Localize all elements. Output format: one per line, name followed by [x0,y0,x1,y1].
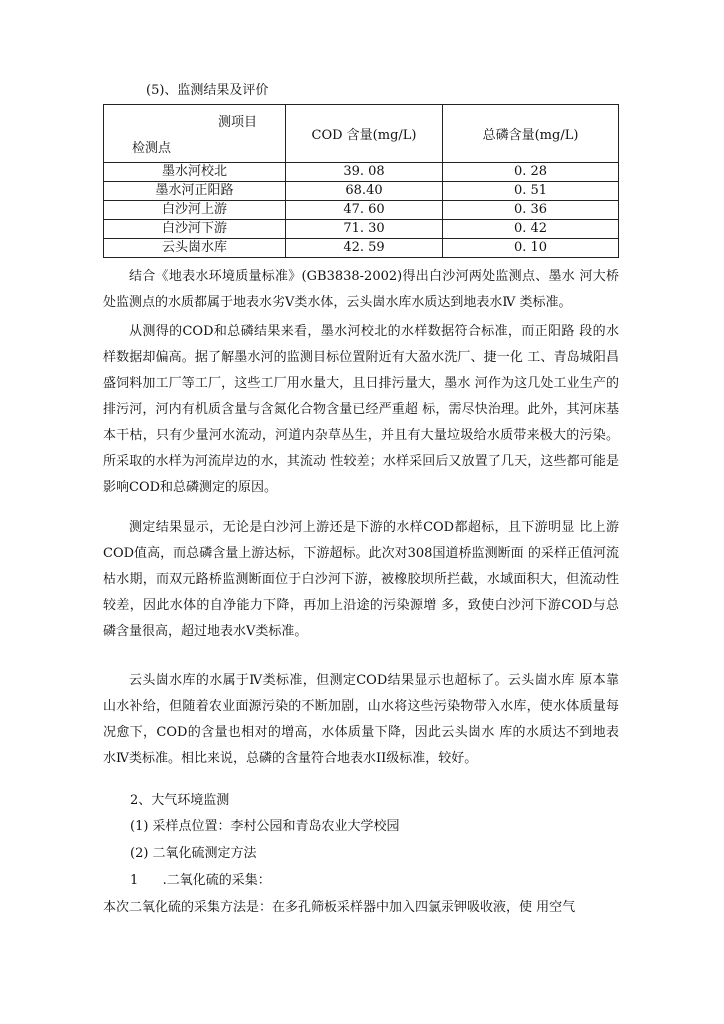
cell-point: 白沙河下游 [104,220,286,239]
table-row [104,239,619,258]
table-row [104,163,619,182]
table-row [104,182,619,201]
cell-cod: 68.40 [286,182,443,201]
header-tp: 总磷含量(mg/L) [443,105,619,163]
cell-point: 云头崮水库 [104,239,286,258]
cell-tp: 0. 28 [443,163,619,182]
cell-tp: 0. 51 [443,182,619,201]
cell-tp: 0. 36 [443,201,619,220]
paragraph-moshui: 从测得的COD和总磷结果来看，墨水河校北的水样数据符合标准，而正阳路 段的水样数据却偏高。据了解墨水河的监测目标位置附近有大盈水洗厂、捷一化 工、青岛城阳昌盛饲料加工厂等工厂，这些工厂用水量大，且日排污量大，墨水 河作为这几处工业生产的排污河，河内有机质含量与含氮化合物含量已经严重超 标，需尽快治理。此外，其河床基本干枯，只有少量河水流动，河道内杂草丛生，并且有大量垃圾给水质带来极大的污染。所采取的水样为河流岸边的水，其流动 性较差；水样采回后又放置了几天，这些都可能是影响COD和总磷测定的原因。 [103,324,619,495]
table-row [104,220,619,239]
results-table [103,104,619,258]
header-cod: COD 含量(mg/L) [286,105,443,163]
cell-tp: 0. 42 [443,220,619,239]
item-sampling-location: (1) 采样点位置：李村公园和青岛农业大学校园 [130,819,400,834]
item-so2-method: (2) 二氧化硫测定方法 [130,846,257,861]
paragraph-yuntou: 云头崮水库的水属于Ⅳ类标准，但测定COD结果显示也超标了。云头崮水库 原本靠山水补给，但随着农业面源污染的不断加剧，山水将这些污染物带入水库，使水体质量每况愈下，COD的含量也相对的增高，水体质量下降，因此云头崮水 库的水质达不到地表水Ⅳ类标准。相比来说，总磷的含量符合地表水II级标准，较好。 [103,673,619,766]
header-point-label: 检测点 [132,141,172,156]
last-line: 本次二氧化硫的采集方法是：在多孔筛板采样器中加入四氯汞钾吸收液，使 用空气 [103,900,576,915]
paragraph-baisha: 测定结果显示，无论是白沙河上游还是下游的水样COD都超标，且下游明显 比上游COD值高，而总磷含量上游达标，下游超标。此次对308国道桥监测断面 的采样正值河流枯水期，而双元路桥监测断面位于白沙河下游，被橡胶坝所拦截，水域面积大，但流动性较差，因此水体的自净能力下降，再加上沿途的污染源增 多，致使白沙河下游COD与总磷含量很高，超过地表水Ⅴ类标准。 [103,520,619,639]
header-item-label: 测项目 [217,115,257,130]
section2-title: 2、大气环境监测 [130,793,230,808]
cell-cod: 47. 60 [286,201,443,220]
paragraph-standard: 结合《地表水环境质量标准》(GB3838-2002)得出白沙河两处监测点、墨水 河大桥处监测点的水质都属于地表水劣Ⅴ类水体，云头崮水库水质达到地表水Ⅳ 类标准。 [103,269,619,310]
table-header-diagonal-cell [104,105,286,163]
cell-cod: 71. 30 [286,220,443,239]
item-so2-collection [130,873,271,889]
section-title: (5)、监测结果及评价 [146,83,269,98]
cell-tp: 0. 10 [443,239,619,258]
cell-point: 白沙河上游 [104,201,286,220]
cell-cod: 39. 08 [286,163,443,182]
table-row [104,201,619,220]
item-text: .二氧化硫的采集： [162,873,271,888]
cell-point: 墨水河校北 [104,163,286,182]
cell-point: 墨水河正阳路 [104,182,286,201]
cell-cod: 42. 59 [286,239,443,258]
item-number: 1 [130,873,139,888]
